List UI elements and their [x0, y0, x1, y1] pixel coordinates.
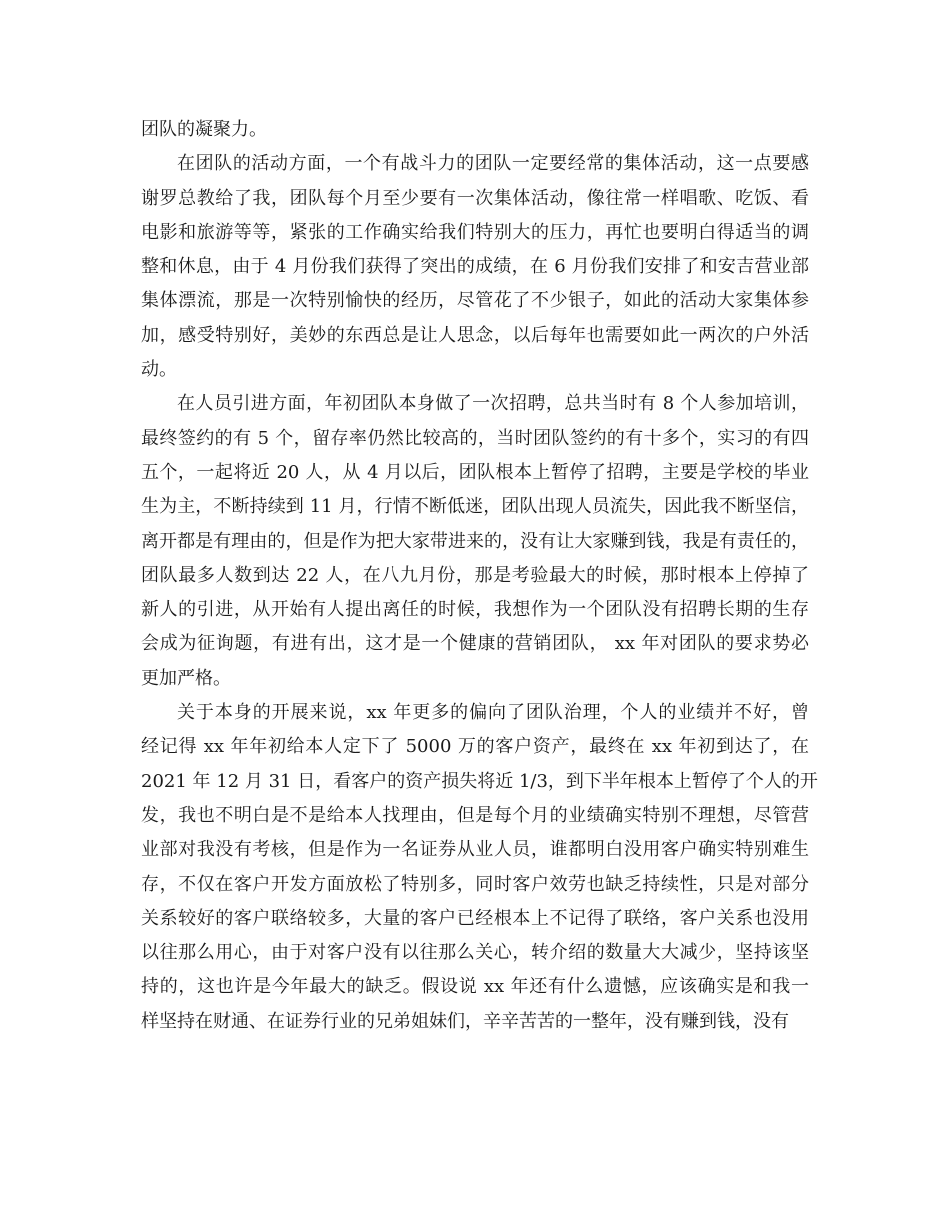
text-line: 业部对我没有考核，但是作为一名证券从业人员，谁都明白没用客户确实特别难生	[141, 839, 809, 861]
text-line: 离开都是有理由的，但是作为把大家带进来的，没有让大家赚到钱，我是有责任的，	[141, 530, 809, 552]
text-line: 样坚持在财通、在证券行业的兄弟姐妹们，辛辛苦苦的一整年，没有赚到钱，没有	[141, 1010, 789, 1032]
paragraph	[141, 147, 809, 387]
text-line: 生为主，不断持续到 11 月，行情不断低迷，团队出现人员流失，因此我不断坚信，	[141, 496, 809, 518]
text-line: 存，不仅在客户开发方面放松了特别多，同时客户效劳也缺乏持续性，只是对部分	[141, 873, 809, 895]
text-line: 新人的引进，从开始有人提出离任的时候，我想作为一个团队没有招聘长期的生存	[141, 599, 809, 621]
text-line: 动。	[141, 359, 177, 381]
text-line: 在人员引进方面，年初团队本身做了一次招聘，总共当时有 8 个人参加培训，	[177, 393, 809, 415]
text-line: 经记得 xx 年年初给本人定下了 5000 万的客户资产，最终在 xx 年初到达了，在	[141, 736, 809, 758]
paragraph	[141, 696, 818, 1039]
paragraph	[141, 387, 809, 696]
text-line: 在团队的活动方面，一个有战斗力的团队一定要经常的集体活动，这一点要感	[177, 153, 809, 175]
paragraph	[141, 113, 809, 147]
text-line: 会成为征询题，有进有出，这才是一个健康的营销团队， xx 年对团队的要求势必	[141, 633, 809, 655]
text-line: 最终签约的有 5 个，留存率仍然比较高的，当时团队签约的有十多个，实习的有四	[141, 427, 809, 449]
text-line: 关于本身的开展来说，xx 年更多的偏向了团队治理，个人的业绩并不好，曾	[177, 702, 809, 724]
text-line: 团队的凝聚力。	[141, 119, 267, 140]
text-line: 以往那么用心，由于对客户没有以往那么关心，转介绍的数量大大减少，坚持该坚	[141, 942, 809, 964]
text-line: 加，感受特别好，美妙的东西总是让人思念，以后每年也需要如此一两次的户外活	[141, 324, 809, 346]
text-line: 更加严格。	[141, 667, 231, 689]
text-line: 集体漂流，那是一次特别愉快的经历，尽管花了不少银子，如此的活动大家集体参	[141, 290, 809, 312]
text-line: 谢罗总教给了我，团队每个月至少要有一次集体活动，像往常一样唱歌、吃饭、看	[141, 187, 809, 209]
text-line: 关系较好的客户联络较多，大量的客户已经根本上不记得了联络，客户关系也没用	[141, 907, 809, 929]
text-line: 发，我也不明白是不是给本人找理由，但是每个月的业绩确实特别不理想，尽管营	[141, 804, 809, 826]
text-line: 电影和旅游等等，紧张的工作确实给我们特别大的压力，再忙也要明白得适当的调	[141, 221, 809, 243]
text-line: 五个，一起将近 20 人，从 4 月以后，团队根本上暂停了招聘，主要是学校的毕业	[141, 461, 809, 483]
text-line: 团队最多人数到达 22 人，在八九月份，那是考验最大的时候，那时根本上停掉了	[141, 564, 809, 586]
text-line: 2021 年 12 月 31 日，看客户的资产损失将近 1/3，到下半年根本上暂停了个人的开	[141, 770, 818, 792]
text-line: 持的，这也许是今年最大的缺乏。假设说 xx 年还有什么遗憾，应该确实是和我一	[141, 976, 809, 998]
text-line: 整和休息，由于 4 月份我们获得了突出的成绩，在 6 月份我们安排了和安吉营业部	[141, 256, 809, 278]
document-body	[141, 113, 818, 1039]
